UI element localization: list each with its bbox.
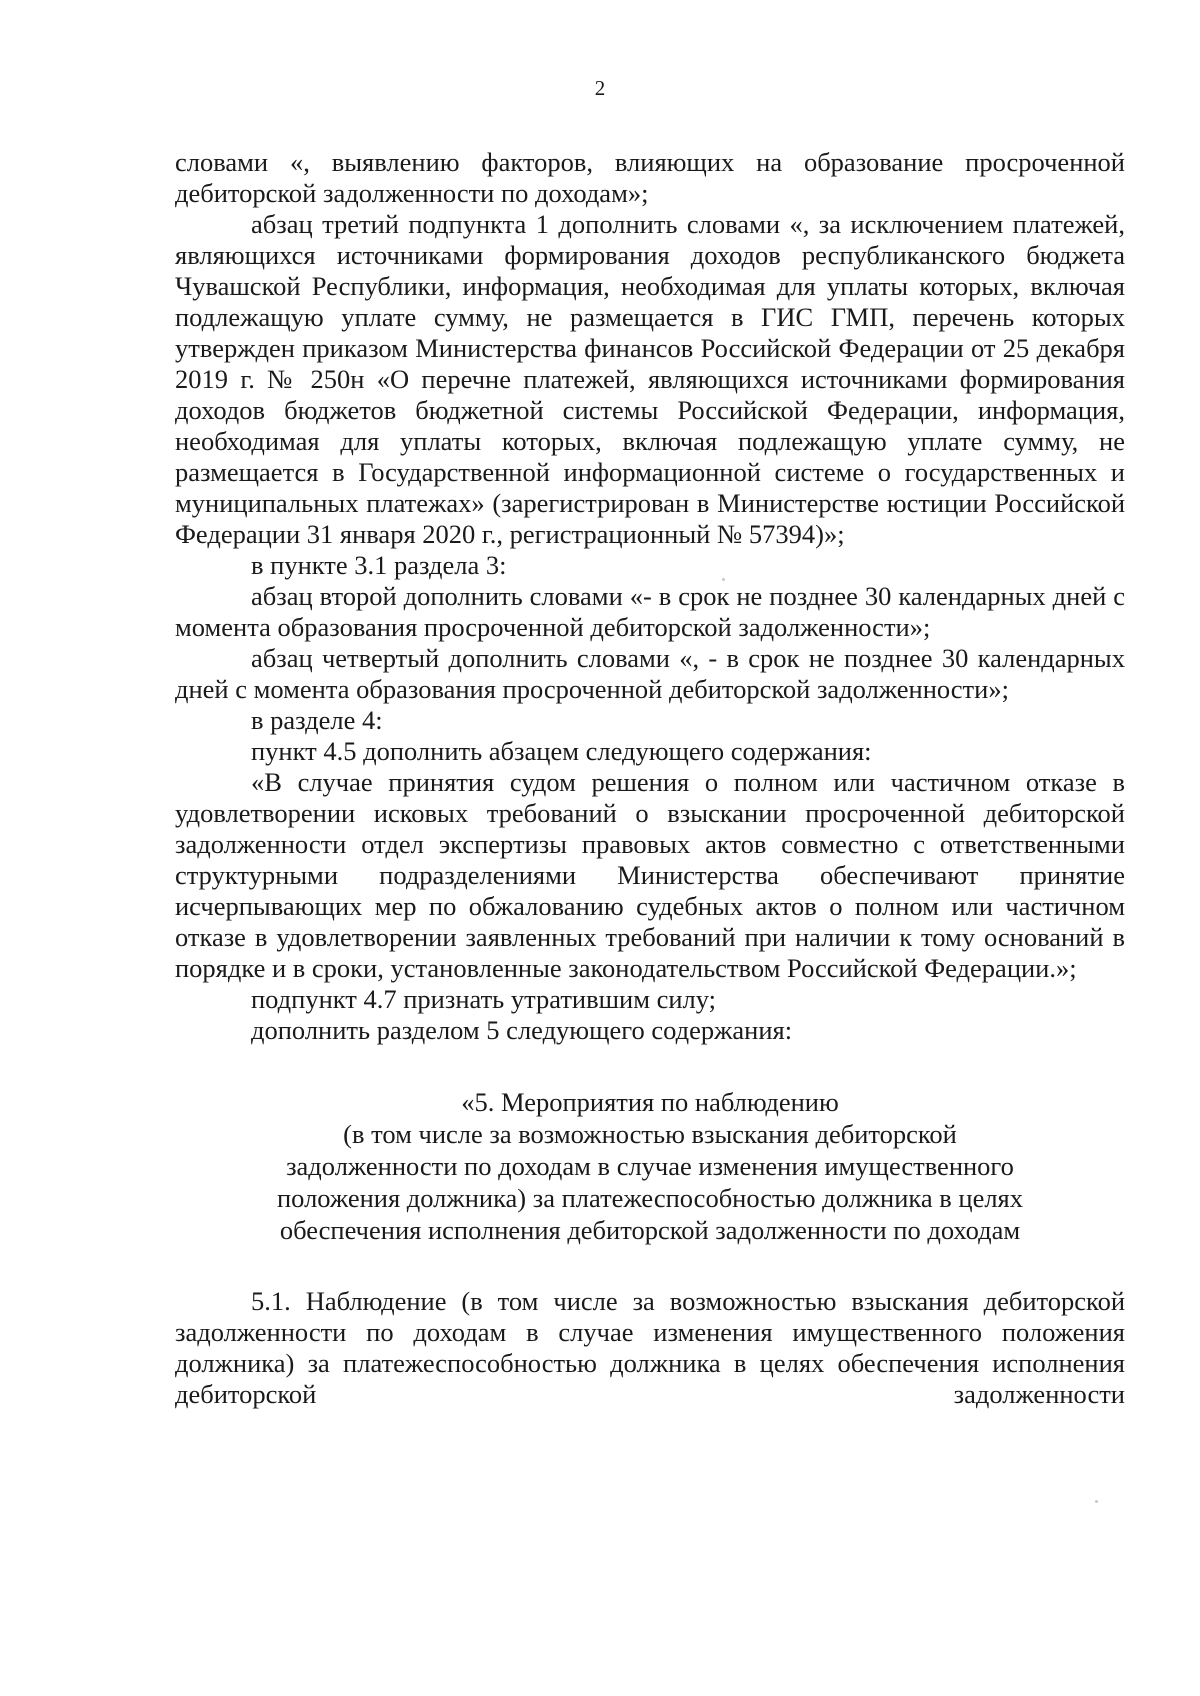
paragraph-item-4-7: подпункт 4.7 признать утратившим силу; — [251, 984, 717, 1014]
page-number: 2 — [594, 76, 606, 100]
paragraph-section-4-intro: в разделе 4: — [251, 705, 383, 735]
document-body — [175, 147, 1125, 1410]
paragraph-continuation: словами «, выявлению факторов, влияющих на образование просроченной дебиторской задолженности по доходам»; — [175, 147, 1125, 208]
paragraph-second-abzac: абзац второй дополнить словами «- в срок не позднее 30 календарных дней с момента образования просроченной дебиторской задолженности»; — [175, 581, 1125, 642]
scan-artifact — [722, 578, 725, 581]
paragraph-subclause-1-amendment: абзац третий подпункта 1 дополнить словами «, за исключением платежей, являющихся источниками формирования доходов республиканского бюджета Чувашской Республики, информация, необходимая для уплаты которых, включая подлежащую уплате сумму, не размещается в ГИС ГМП, перечень которых утвержден приказом Министерства финансов Российской Федерации от 25 декабря 2019 г. № 250н «О перечне платежей, являющихся источниками формирования доходов бюджетов бюджетной системы Российской Федерации, информация, необходимая для уплаты которых, включая подлежащую уплате сумму, не размещается в Государственной информационной системе о государственных и муниципальных платежах» (зарегистрирован в Министерстве юстиции Российской Федерации 31 января 2020 г., регистрационный № 57394)»; — [175, 209, 1125, 549]
paragraph-5-1: 5.1. Наблюдение (в том числе за возможностью взыскания дебиторской задолженности по доходам в случае изменения имущественного положения должника) за платежеспособностью должника в целях обеспечения исполнения дебиторской задолженности — [175, 1286, 1125, 1409]
heading-line: задолженности по доходам в случае изменения имущественного — [286, 1151, 1014, 1181]
paragraph-court-decision-quote: «В случае принятия судом решения о полном или частичном отказе в удовлетворении исковых требований о взыскании просроченной дебиторской задолженности отдел экспертизы правовых актов совместно с ответственными структурными подразделениями Министерства обеспечивают принятие исчерпывающих мер по обжалованию судебных актов о полном или частичном отказе в удовлетворении заявленных требований при наличии к тому оснований в порядке и в сроки, установленные законодательством Российской Федерации.»; — [175, 767, 1125, 983]
paragraph-section-3-intro: в пункте 3.1 раздела 3: — [251, 550, 507, 580]
section-5-heading — [175, 1086, 1125, 1246]
paragraph-item-4-5: пункт 4.5 дополнить абзацем следующего содержания: — [251, 736, 872, 766]
heading-line: (в том числе за возможностью взыскания дебиторской — [343, 1119, 957, 1149]
heading-line: обеспечения исполнения дебиторской задолженности по доходам — [279, 1215, 1021, 1245]
scan-artifact — [1095, 1500, 1098, 1503]
paragraph-add-section-5: дополнить разделом 5 следующего содержания: — [251, 1015, 793, 1045]
heading-line: положения должника) за платежеспособностью должника в целях — [277, 1183, 1023, 1213]
heading-line: «5. Мероприятия по наблюдению — [461, 1087, 839, 1117]
paragraph-fourth-abzac: абзац четвертый дополнить словами «, - в срок не позднее 30 календарных дней с момента образования просроченной дебиторской задолженности»; — [175, 643, 1125, 704]
